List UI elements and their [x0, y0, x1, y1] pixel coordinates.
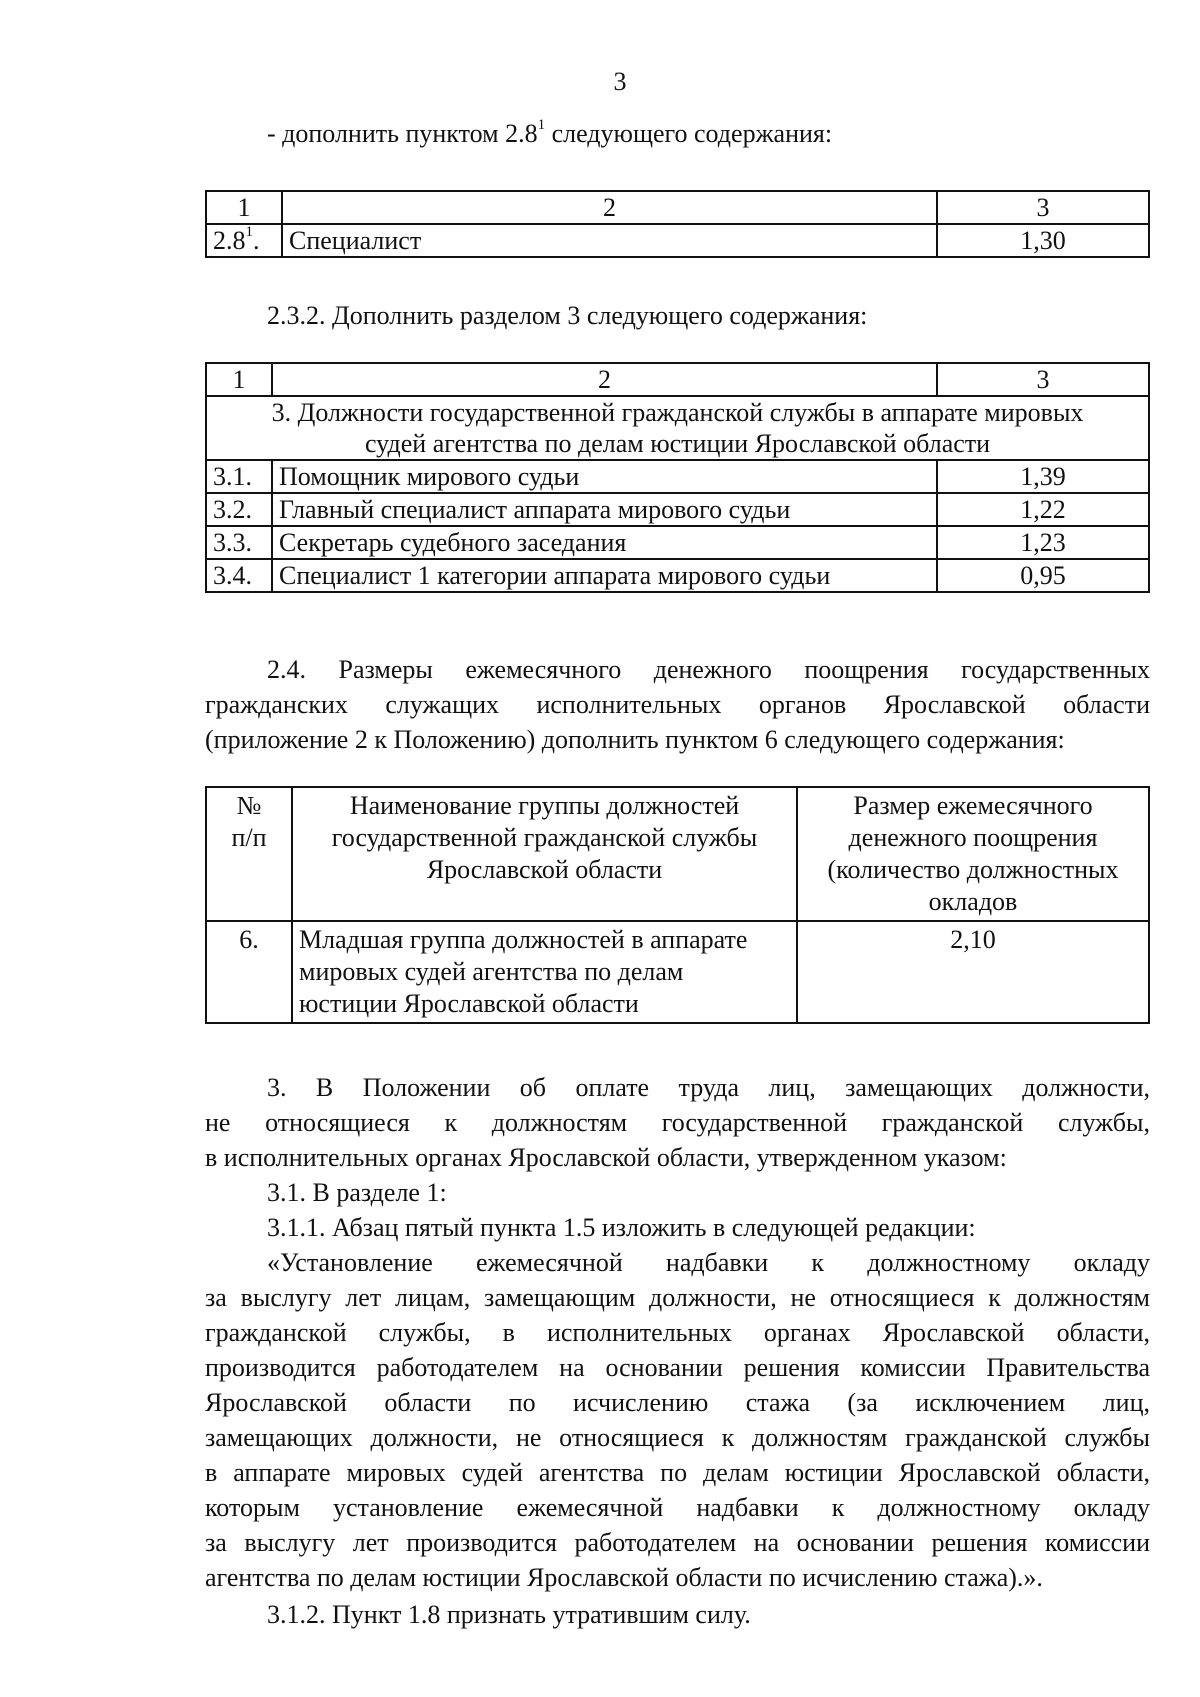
table-row — [206, 493, 1149, 526]
paragraph-line: 3.1. В разделе 1: — [267, 1178, 447, 1207]
row-value-cell: 2,10 — [797, 921, 1149, 1023]
row-number-cell: 6. — [206, 921, 292, 1023]
table-header-row — [206, 787, 1149, 921]
row-name-line: Младшая группа должностей в аппарате — [299, 925, 748, 954]
paragraph-line: (приложение 2 к Положению) дополнить пунктом 6 следующего содержания: — [205, 725, 1065, 754]
row-number-cell: 3.3. — [206, 526, 272, 559]
section-2-3-2-text: 2.3.2. Дополнить разделом 3 следующего содержания: — [267, 301, 868, 330]
quote-line: гражданской службы, в исполнительных органах Ярославской области, — [205, 1318, 1150, 1347]
header-line: Наименование группы должностей — [349, 791, 740, 820]
table-row — [206, 460, 1149, 493]
header-line: № — [236, 791, 262, 820]
header-line: (количество должностных — [827, 855, 1119, 884]
quoted-text — [205, 1245, 1150, 1595]
paragraph-2-4 — [205, 652, 1150, 757]
table-point-2-8-1 — [205, 190, 1150, 258]
row-value-cell: 0,95 — [937, 559, 1149, 592]
header-line: п/п — [231, 823, 267, 852]
intro-paragraph — [205, 116, 1150, 151]
row-name-line: юстиции Ярославской области — [299, 989, 639, 1018]
table-row — [206, 921, 1149, 1023]
section-title-line: судей агентства по делам юстиции Ярославской области — [364, 429, 991, 458]
header-line: Размер ежемесячного — [853, 791, 1093, 820]
header-cell: 1 — [206, 363, 272, 396]
table-row — [206, 559, 1149, 592]
table-header-row — [206, 363, 1149, 396]
table-point-6 — [205, 786, 1150, 1024]
table-row — [206, 224, 1149, 257]
quote-line: замещающих должности, не относящиеся к должностям гражданской службы — [205, 1423, 1150, 1452]
row-name-cell: Специалист — [282, 224, 937, 257]
section-title-cell — [206, 396, 1149, 460]
row-value-cell: 1,39 — [937, 460, 1149, 493]
header-cell-number — [206, 787, 292, 921]
page-number: 3 — [613, 67, 627, 96]
intro-tail: следующего содержания: — [545, 119, 833, 148]
header-cell: 3 — [937, 191, 1149, 224]
header-line: Ярославской области — [426, 855, 663, 884]
quote-line: за выслугу лет лицам, замещающим должности, не относящиеся к должностям — [205, 1283, 1150, 1312]
paragraph-line: не относящиеся к должностям государственной гражданской службы, — [205, 1108, 1150, 1137]
paragraph-3-1 — [205, 1175, 1150, 1210]
header-cell: 1 — [206, 191, 282, 224]
paragraph-line: 2.4. Размеры ежемесячного денежного поощрения государственных — [267, 655, 1150, 684]
row-name-cell: Секретарь судебного заседания — [272, 526, 937, 559]
paragraph-3-1-1 — [205, 1210, 1150, 1245]
superscript: 1 — [245, 224, 253, 241]
row-name-cell: Специалист 1 категории аппарата мирового судьи — [272, 559, 937, 592]
paragraph-line: 3.1.2. Пункт 1.8 признать утратившим силу. — [267, 1600, 751, 1629]
row-name-cell — [292, 921, 797, 1023]
row-number-cell — [206, 224, 282, 257]
row-number: 2.8 — [213, 226, 246, 255]
section-title-line: 3. Должности государственной гражданской службы в аппарате мировых — [271, 398, 1084, 427]
row-name-cell: Главный специалист аппарата мирового судьи — [272, 493, 937, 526]
paragraph-line: 3.1.1. Абзац пятый пункта 1.5 изложить в следующей редакции: — [267, 1213, 976, 1242]
paragraph-line: гражданских служащих исполнительных органов Ярославской области — [205, 690, 1150, 719]
quote-line: за выслугу лет производится работодателем на основании решения комиссии — [205, 1528, 1150, 1557]
header-line: государственной гражданской службы — [331, 823, 758, 852]
superscript: 1 — [537, 117, 546, 134]
quote-line: в аппарате мировых судей агентства по делам юстиции Ярославской области, — [205, 1458, 1150, 1487]
header-cell: 2 — [272, 363, 937, 396]
intro-text: - дополнить пунктом 2.8 — [267, 119, 538, 148]
quote-line: которым установление ежемесячной надбавки к должностному окладу — [205, 1493, 1150, 1522]
row-number-cell: 3.1. — [206, 460, 272, 493]
quote-line: Ярославской области по исчислению стажа (за исключением лиц, — [205, 1388, 1150, 1417]
row-name-cell: Помощник мирового судьи — [272, 460, 937, 493]
header-cell-value — [797, 787, 1149, 921]
header-line: денежного поощрения — [848, 823, 1098, 852]
paragraph-line: 3. В Положении об оплате труда лиц, замещающих должности, — [267, 1073, 1150, 1102]
table-header-row — [206, 191, 1149, 224]
paragraph-line: в исполнительных органах Ярославской области, утвержденном указом: — [205, 1143, 1007, 1172]
header-cell-name — [292, 787, 797, 921]
section-2-3-2 — [205, 298, 1150, 333]
header-line: окладов — [928, 887, 1018, 916]
row-number-cell: 3.2. — [206, 493, 272, 526]
quote-line: производится работодателем на основании решения комиссии Правительства — [205, 1353, 1150, 1382]
row-name-line: мировых судей агентства по делам — [299, 957, 684, 986]
row-value-cell: 1,22 — [937, 493, 1149, 526]
row-value-cell: 1,30 — [937, 224, 1149, 257]
header-cell: 3 — [937, 363, 1149, 396]
row-value-cell: 1,23 — [937, 526, 1149, 559]
header-cell: 2 — [282, 191, 937, 224]
quote-line: «Установление ежемесячной надбавки к должностному окладу — [267, 1248, 1150, 1277]
paragraph-3-1-2 — [205, 1597, 1150, 1632]
section-title-row — [206, 396, 1149, 460]
row-number-tail: . — [253, 226, 260, 255]
row-number-cell: 3.4. — [206, 559, 272, 592]
quote-line: агентства по делам юстиции Ярославской области по исчислению стажа).». — [205, 1563, 1043, 1592]
table-row — [206, 526, 1149, 559]
paragraph-3 — [205, 1070, 1150, 1175]
table-section-3 — [205, 362, 1150, 593]
